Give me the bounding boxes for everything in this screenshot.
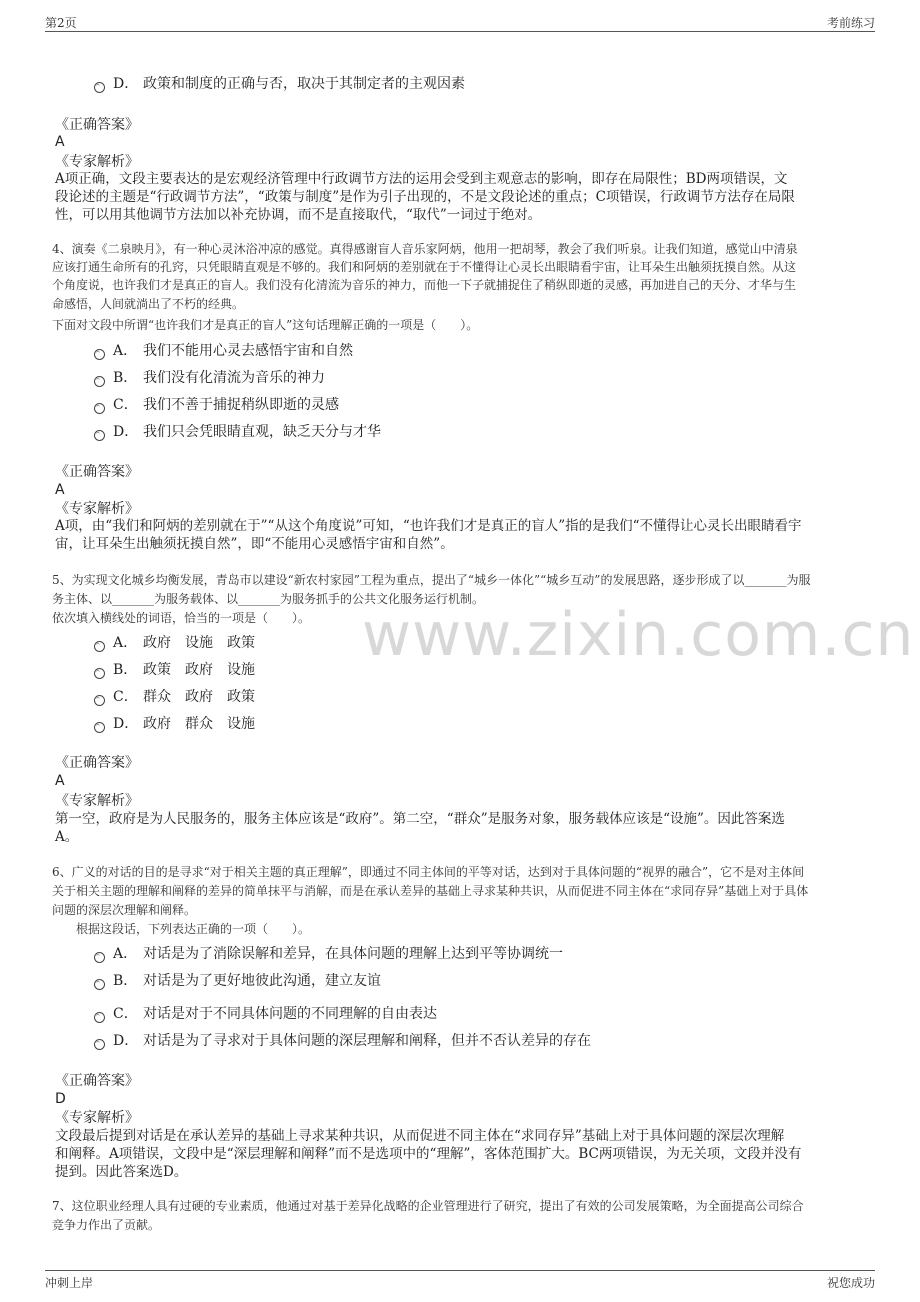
q5-stem-line: 务主体、以_______为服务载体、以_______为服务抓手的公共文化服务运行机制。 [52,592,485,606]
q6-stem-line: 6、广义的对话的目的是寻求“对于相关主题的真正理解”，即通过不同主体间的平等对话，达到对于具体问题的“视界的融合”，它不是对主体间 [52,865,805,879]
q3-analysis-line: 段论述的主题是“行政调节方法”，“政策与制度”是作为引子出现的，不是文段论述的重点；C项错误，行政调节方法存在局限 [55,189,795,205]
footer-divider [45,1270,875,1271]
q5-question: 依次填入横线处的词语，恰当的一项是（ ）。 [52,611,311,625]
correct-answer-label: 《正确答案》 [55,464,139,480]
radio-q3-d[interactable] [94,82,105,93]
radio-q4-a[interactable] [94,349,105,360]
option-key: A． [113,946,138,962]
q6-option-c[interactable] [113,1003,437,1023]
q5-analysis-line: A。 [55,829,79,845]
correct-answer-label: 《正确答案》 [55,1073,139,1089]
q3-option-d[interactable] [113,73,465,93]
expert-analysis-label: 《专家解析》 [55,1110,139,1126]
q6-option-a[interactable] [113,943,563,963]
watermark: www.zixin.com.cn [362,600,915,670]
option-text: 我们不善于捕捉稍纵即逝的灵感 [143,397,339,413]
footer-right-text: 祝您成功 [826,1276,875,1290]
radio-q4-b[interactable] [94,376,105,387]
correct-answer-label: 《正确答案》 [55,117,139,133]
footer-left-text: 冲刺上岸 [45,1276,94,1290]
correct-answer-label: 《正确答案》 [55,755,139,771]
q6-option-b[interactable] [113,970,381,990]
option-key: D． [113,1033,139,1049]
option-text: 政府 群众 设施 [143,716,255,732]
option-text: 对话是为了消除误解和差异，在具体问题的理解上达到平等协调统一 [143,946,563,962]
option-key: D． [113,424,139,440]
radio-q6-a[interactable] [94,952,105,963]
q3-analysis-line: 性，可以用其他调节方法加以补充协调，而不是直接取代，“取代”一词过于绝对。 [55,207,542,223]
q4-analysis-line: A项，由“我们和阿炳的差别就在于”“从这个角度说”可知，“也许我们才是真正的盲人”指的是我们“不懂得让心灵长出眼睛看宇 [55,518,802,534]
q6-option-d[interactable] [113,1030,591,1050]
option-key: A． [113,343,138,359]
option-key: B． [113,370,138,386]
q4-stem-line: 个角度说，也许我们才是真正的盲人。我们没有化清流为音乐的神力，而他一下子就捕捉住了稍纵即逝的灵感，再加进自己的天分、才华与生 [52,278,797,292]
option-key: C． [113,397,138,413]
q6-question: 根据这段话，下列表达正确的一项（ ）。 [52,922,311,936]
q5-option-c[interactable] [113,686,255,706]
q4-answer: A [55,482,65,498]
q3-analysis-line: A项正确，文段主要表达的是宏观经济管理中行政调节方法的运用会受到主观意志的影响，即存在局限性；BD两项错误，文 [55,171,788,187]
option-text: 政策 政府 设施 [143,662,255,678]
option-key: D． [113,76,139,92]
option-text: 对话是为了寻求对于具体问题的深层理解和阐释，但并不否认差异的存在 [143,1033,591,1049]
option-text: 政策和制度的正确与否，取决于其制定者的主观因素 [143,76,465,92]
option-key: B． [113,973,138,989]
option-text: 群众 政府 政策 [143,689,255,705]
q6-analysis-line: 和阐释。A项错误，文段中是“深层理解和阐释”而不是选项中的“理解”，客体范围扩大。BC两项错误，为无关项，文段并没有 [55,1146,802,1162]
option-text: 对话是对于不同具体问题的不同理解的自由表达 [143,1006,437,1022]
q7-stem-line: 7、这位职业经理人具有过硬的专业素质，他通过对基于差异化战略的企业管理进行了研究，提出了有效的公司发展策略，为全面提高公司综合 [52,1199,804,1213]
radio-q6-d[interactable] [94,1039,105,1050]
q4-option-a[interactable] [113,340,353,360]
option-key: C． [113,689,138,705]
radio-q6-b[interactable] [94,979,105,990]
option-key: A． [113,635,138,651]
expert-analysis-label: 《专家解析》 [55,501,139,517]
q4-stem-line: 4、演奏《二泉映月》，有一种心灵沐浴冲凉的感觉。真得感谢盲人音乐家阿炳，他用一把胡琴，教会了我们听泉。让我们知道，感觉山中清泉 [52,242,798,256]
q6-analysis-line: 文段最后提到对话是在承认差异的基础上寻求某种共识，从而促进不同主体在“求同存异”基础上对于具体问题的深层次理解 [55,1128,785,1144]
q5-stem-line: 5、为实现文化城乡均衡发展，青岛市以建设“新农村家园”工程为重点，提出了“城乡一体化”“城乡互动”的发展思路，逐步形成了以_______为服 [52,573,811,587]
q4-analysis-line: 宙，让耳朵生出触须抚摸自然”，即“不能用心灵感悟宇宙和自然”。 [55,536,454,552]
page-number: 第2页 [45,16,77,30]
q5-answer: A [55,773,65,789]
option-text: 我们没有化清流为音乐的神力 [143,370,325,386]
q4-stem-line: 命感悟，人间就淌出了不朽的经典。 [52,297,245,311]
q6-answer: D [55,1091,66,1107]
q3-answer: A [55,134,65,150]
q6-analysis-line: 提到。因此答案选D。 [55,1164,188,1180]
q5-option-b[interactable] [113,659,255,679]
option-key: D． [113,716,139,732]
radio-q5-b[interactable] [94,668,105,679]
option-text: 对话是为了更好地彼此沟通，建立友谊 [143,973,381,989]
option-key: B． [113,662,138,678]
q5-option-d[interactable] [113,713,255,733]
radio-q5-a[interactable] [94,641,105,652]
page-footer [45,1274,875,1291]
radio-q4-c[interactable] [94,403,105,414]
radio-q4-d[interactable] [94,430,105,441]
expert-analysis-label: 《专家解析》 [55,793,139,809]
q4-option-c[interactable] [113,394,339,414]
option-text: 我们只会凭眼睛直观，缺乏天分与才华 [143,424,381,440]
q4-question: 下面对文段中所谓“也许我们才是真正的盲人”这句话理解正确的一项是（ ）。 [52,318,479,332]
option-text: 我们不能用心灵去感悟宇宙和自然 [143,343,353,359]
q4-option-d[interactable] [113,421,381,441]
radio-q6-c[interactable] [94,1012,105,1023]
radio-q5-d[interactable] [94,722,105,733]
radio-q5-c[interactable] [94,695,105,706]
option-text: 政府 设施 政策 [143,635,255,651]
q6-stem-line: 关于相关主题的理解和阐释的差异的简单抹平与消解，而是在承认差异的基础上寻求某种共识，从而促进不同主体在“求同存异”基础上对于具体 [52,884,809,898]
expert-analysis-label: 《专家解析》 [55,154,139,170]
option-key: C． [113,1006,138,1022]
q5-option-a[interactable] [113,632,255,652]
header-divider [45,31,875,32]
page-header [45,14,875,31]
q6-stem-line: 问题的深层次理解和阐释。 [52,903,197,917]
header-title: 考前练习 [826,16,875,30]
q4-stem-line: 应该打通生命所有的孔窍，只凭眼睛直观是不够的。我们和阿炳的差别就在于不懂得让心灵长出眼睛看宇宙，让耳朵生出触须抚摸自然。从这 [52,260,797,274]
q7-stem-line: 竞争力作出了贡献。 [52,1218,161,1232]
q4-option-b[interactable] [113,367,325,387]
q5-analysis-line: 第一空，政府是为人民服务的，服务主体应该是“政府”。第二空，“群众”是服务对象，服务载体应该是“设施”。因此答案选 [55,811,785,827]
